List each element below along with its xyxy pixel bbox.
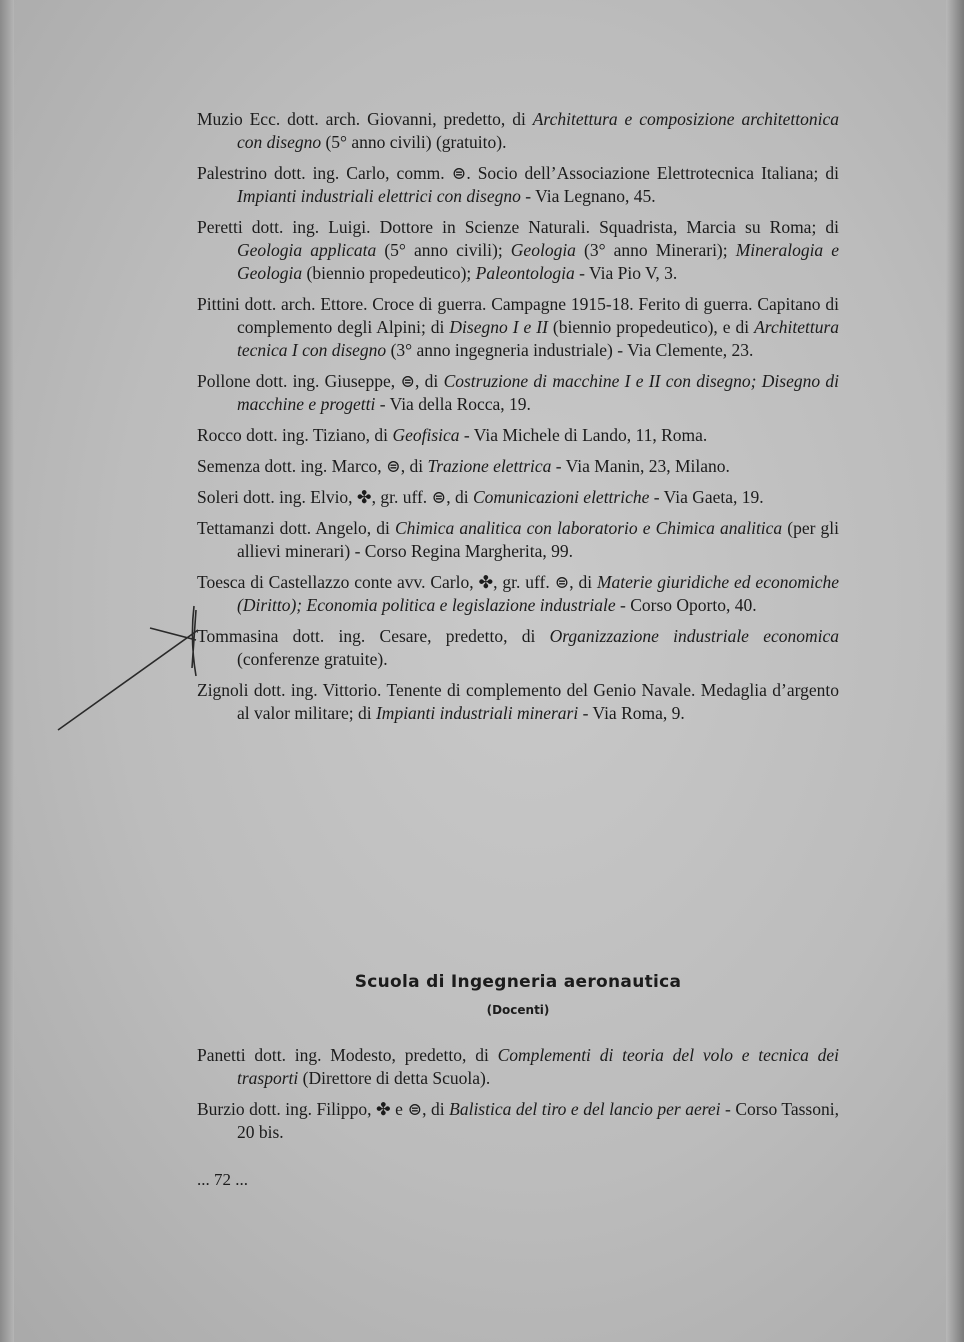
course-title: Chimica analitica con laboratorio e Chimica analitica [394,518,783,538]
entry-text: (per gli allievi minerari) - Corso Regina Margherita, 99. [237,518,839,561]
entry-text: Panetti dott. ing. Modesto, predetto, di [197,1045,498,1065]
course-title: Geofisica [392,425,460,445]
entry-text: Semenza dott. ing. Marco, ⊜, di [197,456,428,476]
course-title: Impianti industriali elettrici con disegno [237,186,521,206]
entry-text: Palestrino dott. ing. Carlo, comm. ⊜. Socio dell’Associazione Elettrotecnica Italiana; di [197,163,839,183]
entry-text: - Corso Oporto, 40. [615,595,757,615]
entry-text: - Via Michele di Lando, 11, Roma. [459,425,708,445]
entry-text: - Via Manin, 23, Milano. [551,456,730,476]
entry-text: - Via Legnano, 45. [520,186,656,206]
entry-text: (3° anno ingegneria industriale) - Via Clemente, 23. [386,340,754,360]
course-title: Geologia [510,240,576,260]
entry-text: - Corso Tassoni, 20 bis. [237,1099,839,1142]
entry-text: Zignoli dott. ing. Vittorio. Tenente di complemento del Genio Navale. Medaglia d’argento al valor militare; di [197,680,839,723]
entry-text: Tommasina dott. ing. Cesare, predetto, di [197,626,550,646]
course-title: Paleontologia [475,263,575,283]
entry-text: Pittini dott. arch. Ettore. Croce di guerra. Campagne 1915-18. Ferito di guerra. Capitano di complemento degli Alpini; di [197,294,839,337]
course-title: Complementi di teoria del volo e tecnica dei trasporti [237,1045,839,1088]
entry-text: (biennio propedeutico), e di [547,317,755,337]
course-title: Comunicazioni elettriche [472,487,650,507]
course-title: Architettura tecnica I con disegno [237,317,840,360]
entry-text: - Via della Rocca, 19. [375,394,531,414]
entry-text: Muzio Ecc. dott. arch. Giovanni, predetto, di [197,109,533,129]
entry-text: Rocco dott. ing. Tiziano, di [197,425,393,445]
course-title: Mineralogia e Geologia [237,240,840,283]
entry-text: Toesca di Castellazzo conte avv. Carlo, ✤, gr. uff. ⊜, di [197,572,597,592]
entry-text: (biennio propedeutico); [302,263,476,283]
entry-text: Pollone dott. ing. Giuseppe, ⊜, di [197,371,444,391]
course-title: Trazione elettrica [427,456,552,476]
entry-text: (conferenze gratuite). [237,649,388,669]
entry-text: (Direttore di detta Scuola). [298,1068,491,1088]
entry-text: Burzio dott. ing. Filippo, ✤ e ⊜, di [197,1099,450,1119]
entry-text: Tettamanzi dott. Angelo, di [197,518,395,538]
entry-text: Peretti dott. ing. Luigi. Dottore in Scienze Naturali. Squadrista, Marcia su Roma; di [197,217,839,237]
course-title: Organizzazione industriale economica [549,626,840,646]
entry-text: - Via Gaeta, 19. [649,487,764,507]
course-title: Costruzione di macchine I e II con disegno; Disegno di macchine e progetti [237,371,839,414]
page-number: ... 72 ... [197,1170,248,1189]
section-title: Scuola di Ingegneria aeronautica [354,972,682,992]
entry-text: - Via Pio V, 3. [574,263,678,283]
section-subtitle: (Docenti) [486,1003,550,1017]
course-title: Disegno I e II [449,317,548,337]
course-title: Materie giuridiche ed economiche (Diritto); Economia politica e legislazione industriale [237,572,839,615]
entry-text: (5° anno civili) (gratuito). [321,132,507,152]
course-title: Architettura e composizione architettonica con disegno [237,109,839,152]
course-title: Geologia applicata [237,240,377,260]
entry-text: Soleri dott. ing. Elvio, ✤, gr. uff. ⊜, di [197,487,473,507]
course-title: Impianti industriali minerari [375,703,579,723]
entry-text: - Via Roma, 9. [578,703,685,723]
entry-text: (5° anno civili); [376,240,511,260]
course-title: Balistica del tiro e del lancio per aerei [449,1099,721,1119]
entry-text: (3° anno Minerari); [575,240,736,260]
